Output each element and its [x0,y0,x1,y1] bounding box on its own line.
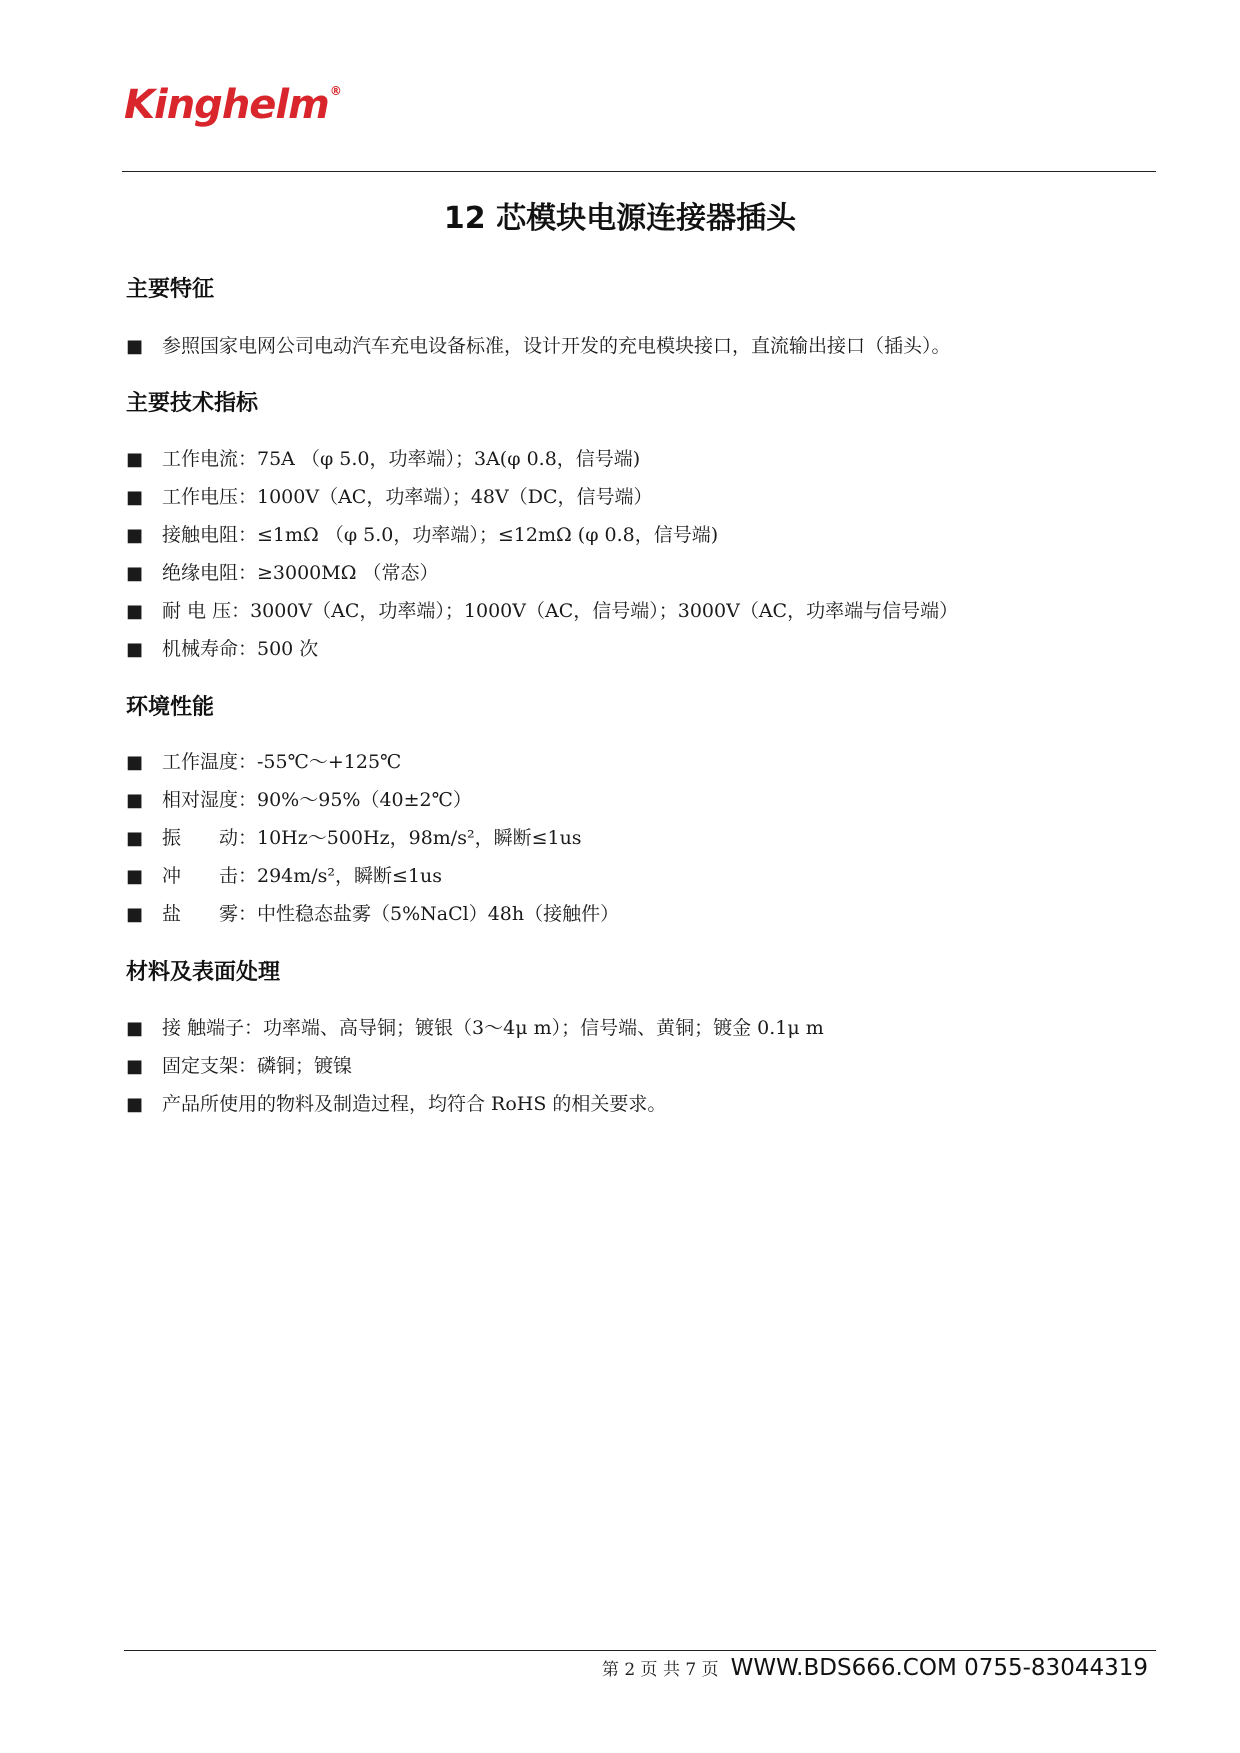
list-item [126,482,653,509]
list-item-text: 固定支架：磷铜；镀镍 [162,1055,353,1077]
bullet-icon: ■ [126,1018,144,1039]
list-item-text: 接 触端子：功率端、高导铜；镀银（3～4μ m）；信号端、黄铜；镀金 0.1μ m [162,1017,824,1039]
list-item-text: 机械寿命：500 次 [162,638,319,660]
section-heading-materials: 材料及表面处理 [126,960,281,985]
bullet-icon: ■ [126,449,144,470]
page-footer [602,1655,1148,1681]
list-item [126,1089,666,1116]
list-item [126,520,718,547]
list-item [126,785,472,812]
list-item [126,634,318,661]
bullet-icon: ■ [126,336,144,357]
list-item-text: 产品所使用的物料及制造过程，均符合 RoHS 的相关要求。 [162,1093,667,1115]
list-item-text: 冲 击：294m/s²，瞬断≤1us [162,865,443,887]
bullet-icon: ■ [126,790,144,811]
section-heading-environment: 环境性能 [126,695,215,720]
footer-rule [124,1650,1156,1651]
bullet-icon: ■ [126,563,144,584]
list-item-text: 振 动：10Hz～500Hz，98m/s²，瞬断≤1us [162,827,582,849]
bullet-icon: ■ [126,601,144,622]
list-item-text: 相对湿度：90%～95%（40±2℃） [162,789,472,811]
list-item-text: 耐 电 压：3000V（AC，功率端）；1000V（AC，信号端）；3000V（AC，功率端与信号端） [162,600,959,622]
section-heading-features: 主要特征 [126,277,215,302]
list-item [126,558,439,585]
bullet-icon: ■ [126,866,144,887]
list-item-text: 盐 雾：中性稳态盐雾（5%NaCl）48h（接触件） [162,903,620,925]
logo-text: Kinghelm [124,82,329,128]
list-item [126,1051,352,1078]
list-item [126,444,640,471]
list-item-text: 参照国家电网公司电动汽车充电设备标准，设计开发的充电模块接口，直流输出接口（插头）。 [162,335,951,357]
list-item [126,596,958,623]
bullet-icon: ■ [126,639,144,660]
registered-mark: ® [329,84,341,98]
list-item [126,899,619,926]
list-item-text: 接触电阻：≤1mΩ （φ 5.0，功率端）；≤12mΩ (φ 0.8，信号端) [162,524,719,546]
header-rule [122,171,1156,172]
page-number: 第 2 页 共 7 页 [601,1660,719,1680]
footer-site-phone: WWW.BDS666.COM 0755-83044319 [730,1655,1148,1681]
section-heading-specs: 主要技术指标 [126,391,259,416]
list-item [126,861,442,888]
list-item-text: 工作电流：75A （φ 5.0，功率端）；3A(φ 0.8，信号端) [162,448,641,470]
bullet-icon: ■ [126,1094,144,1115]
bullet-icon: ■ [126,487,144,508]
list-item [126,823,582,850]
bullet-icon: ■ [126,904,144,925]
bullet-icon: ■ [126,828,144,849]
page-title: 12 芯模块电源连接器插头 [443,201,797,236]
list-item-text: 工作温度：-55℃～+125℃ [162,751,402,773]
list-item-text: 绝缘电阻：≥3000MΩ （常态） [162,562,439,584]
bullet-icon: ■ [126,752,144,773]
list-item [126,1013,824,1040]
list-item-text: 工作电压：1000V（AC，功率端）；48V（DC，信号端） [162,486,653,508]
list-item [126,747,401,774]
list-item [126,331,951,358]
kinghelm-logo [124,82,341,128]
bullet-icon: ■ [126,1056,144,1077]
bullet-icon: ■ [126,525,144,546]
